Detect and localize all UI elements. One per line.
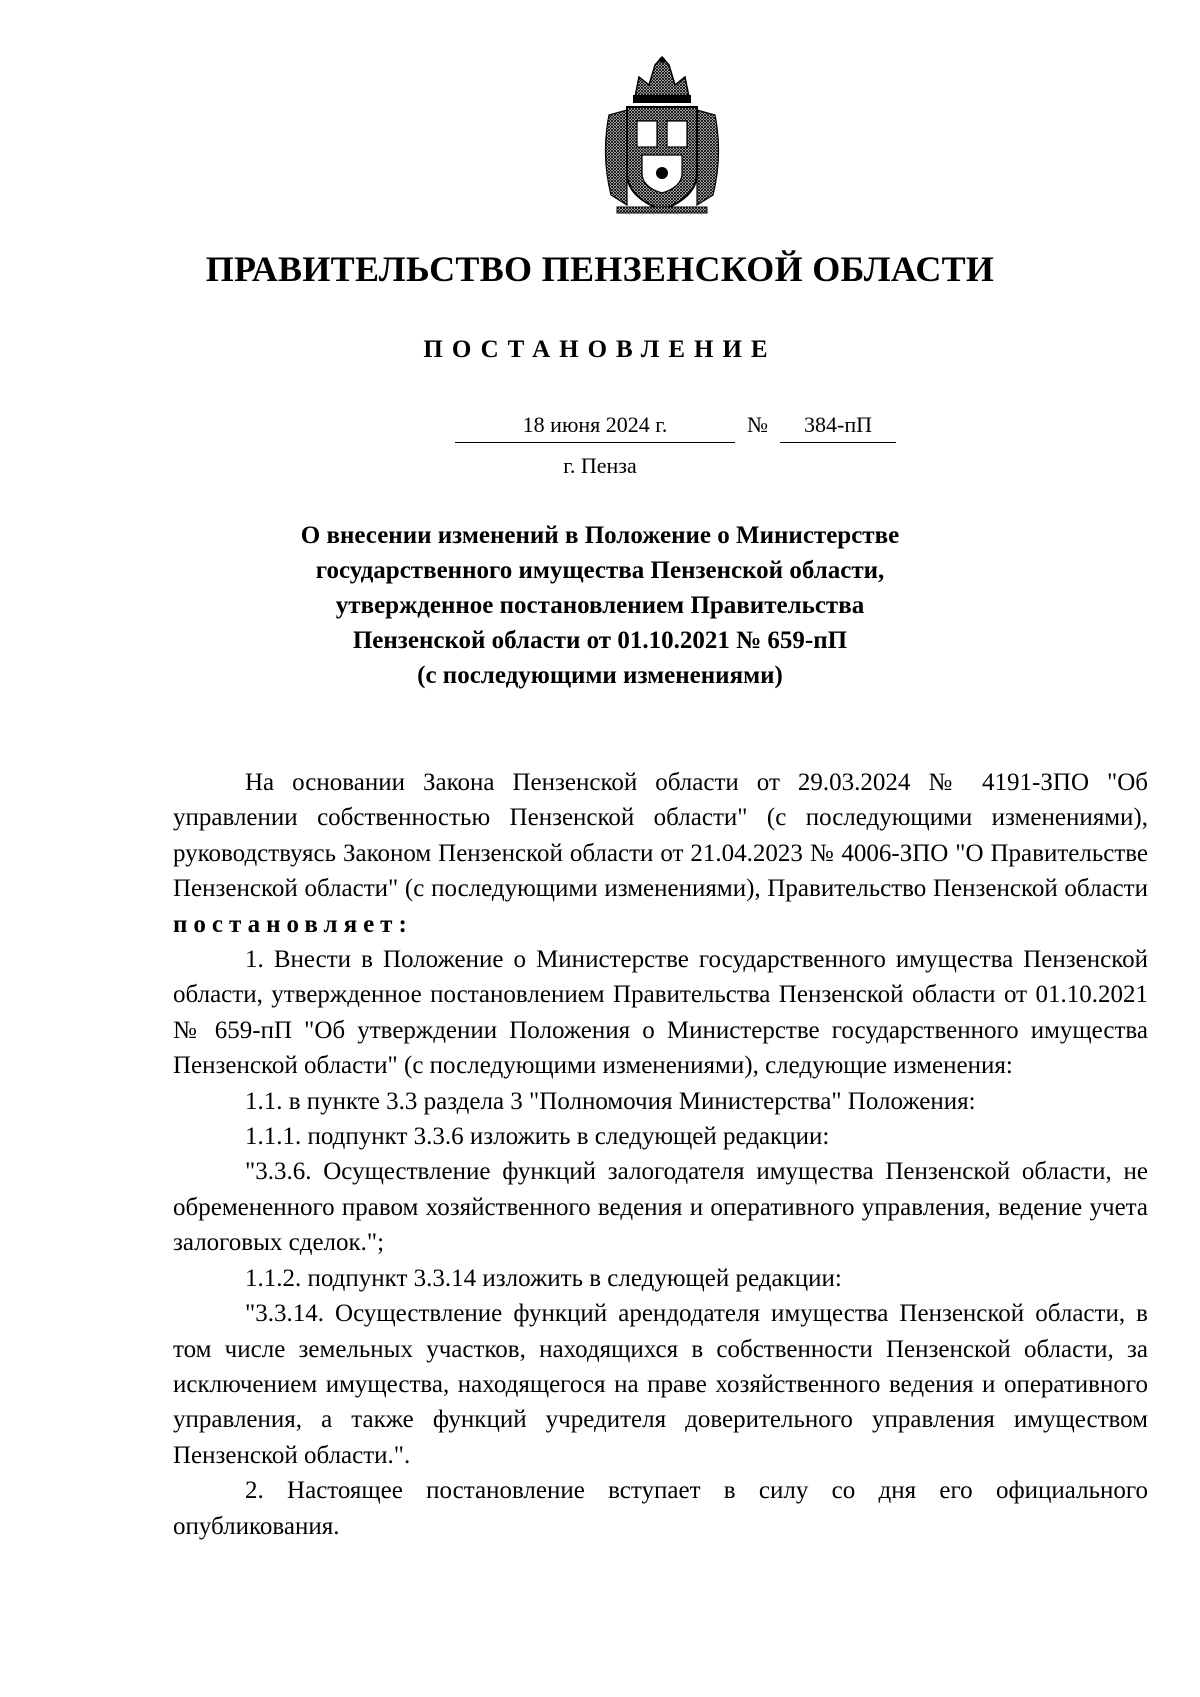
penza-region-coat-of-arms-icon (597, 55, 727, 215)
preamble-paragraph (173, 765, 1148, 942)
resolves-word: постановляет: (173, 910, 413, 938)
body-paragraph: 1.1. в пункте 3.3 раздела 3 "Полномочия Министерства" Положения: (245, 1087, 976, 1115)
document-type: ПОСТАНОВЛЕНИЕ (423, 336, 777, 363)
number-sign: № (747, 412, 768, 437)
body-paragraph: "3.3.14. Осуществление функций арендодателя имущества Пензенской области, в том числе земельных участков, находящихся в собственности Пензенской области, за исключением имущества, находящегося на праве хозяйственного ведения и оперативного управления, а также функций учредителя доверительного управления имуществом Пензенской области.". (173, 1300, 1148, 1469)
body-paragraph: "3.3.6. Осуществление функций залогодателя имущества Пензенской области, не обремененного правом хозяйственного ведения и оперативного управления, ведение учета залоговых сделок."; (173, 1158, 1148, 1257)
government-title: ПРАВИТЕЛЬСТВО ПЕНЗЕНСКОЙ ОБЛАСТИ (205, 249, 995, 289)
preamble-text: На основании Закона Пензенской области от 29.03.2024 № 4191-ЗПО "Об управлении собственностью Пензенской области" (с последующими изменениями), руководствуясь Законом Пензенской области от 21.04.2023 № 4006-ЗПО "О Правительстве Пензенской области" (с последующими изменениями), Правительство Пензенской области (173, 769, 1148, 903)
body-paragraph: 1.1.2. подпункт 3.3.14 изложить в следующей редакции: (245, 1264, 842, 1292)
subject-line: Пензенской области от 01.10.2021 № 659-пП (352, 627, 848, 654)
decree-number: 384-пП (780, 412, 896, 443)
body-paragraph: 2. Настоящее постановление вступает в силу со дня его официального опубликования. (173, 1477, 1148, 1540)
subject-line: (с последующими изменениями) (417, 662, 783, 689)
document-subject (200, 518, 1000, 693)
subject-line: О внесении изменений в Положение о Министерстве (300, 522, 900, 549)
decree-date: 18 июня 2024 г. (455, 412, 735, 443)
subject-line: утвержденное постановлением Правительства (335, 592, 865, 619)
subject-line: государственного имущества Пензенской области, (315, 557, 885, 584)
document-body (173, 765, 1148, 1544)
body-paragraph: 1.1.1. подпункт 3.3.6 изложить в следующей редакции: (245, 1123, 830, 1151)
body-paragraph: 1. Внести в Положение о Министерстве государственного имущества Пензенской области, утвержденное постановлением Правительства Пензенской области от 01.10.2021 № 659-пП "Об утверждении Положения о Министерстве государственного имущества Пензенской области" (с последующими изменениями), следующие изменения: (173, 946, 1148, 1080)
city: г. Пенза (563, 453, 637, 478)
